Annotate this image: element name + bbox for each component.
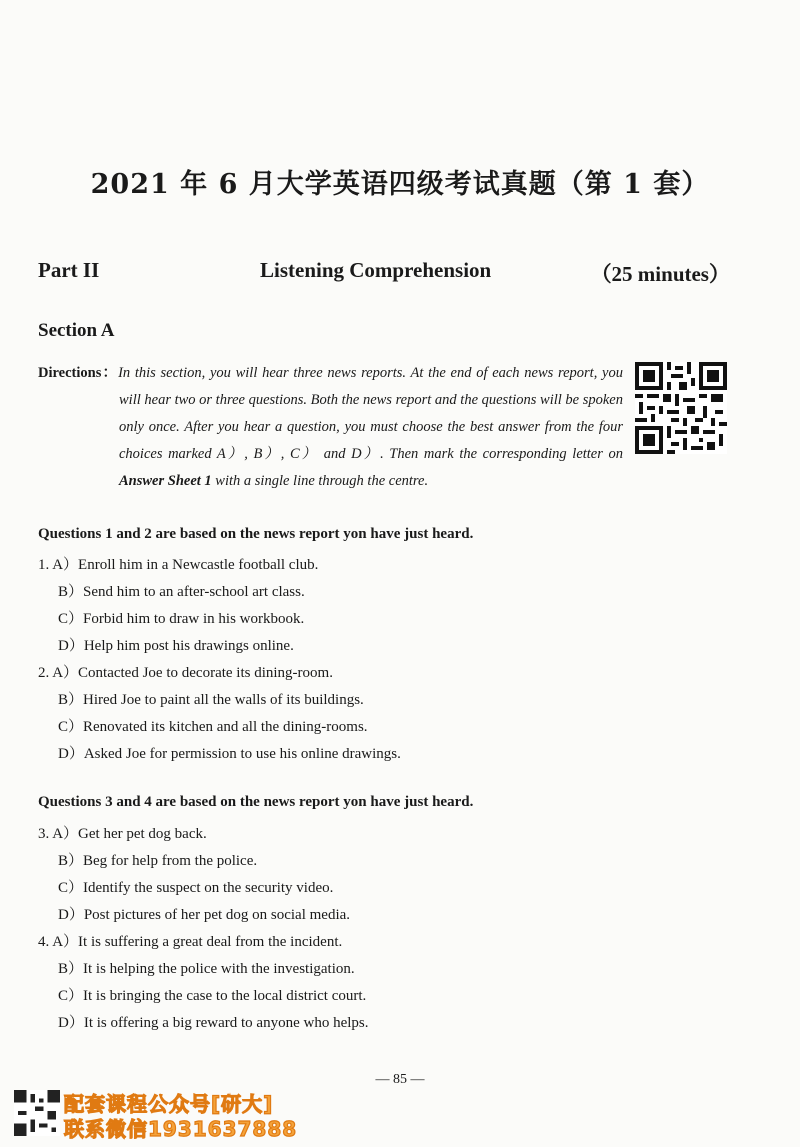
option-text: Send him to an after-school art class. [83,584,305,600]
question-option [58,688,364,709]
option-text: Contacted Joe to decorate its dining-room. [78,665,333,681]
question-option [58,580,305,601]
watermark [14,1088,314,1141]
part-time: （25 minutes） [590,262,730,286]
option-letter: A） [52,826,79,842]
option-text: Asked Joe for permission to use his online drawings. [83,746,401,762]
question-option [38,822,207,843]
option-text: It is bringing the case to the local district court. [83,988,367,1004]
option-letter: D） [58,638,84,654]
option-letter: B） [58,853,84,869]
answer-sheet-label: Answer Sheet 1 [119,473,212,489]
question-number: 1. [38,557,50,573]
watermark-qr-icon [14,1090,60,1136]
directions-text-end: with a single line through the centre. [211,473,429,489]
group-heading: Questions 3 and 4 are based on the news report yon have just heard. [38,794,474,810]
question-option [58,849,257,870]
option-letter: C） [58,988,84,1004]
option-text: It is suffering a great deal from the incident. [78,934,343,950]
option-text: Beg for help from the police. [83,853,258,869]
page-title: 2021 年 6 月大学英语四级考试真题（第 1 套） [90,169,710,200]
watermark-line-1: 配套课程公众号[研大] [64,1092,274,1116]
question-option [58,607,304,628]
option-text: Hired Joe to paint all the walls of its buildings. [83,692,364,708]
question-option [38,553,318,574]
option-text: Enroll him in a Newcastle football club. [78,557,319,573]
option-text: Forbid him to draw in his workbook. [83,611,305,627]
option-text: It is offering a big reward to anyone who helps. [83,1015,369,1031]
option-text: Renovated its kitchen and all the dining-rooms. [83,719,368,735]
directions-text: In this section, you will hear three news reports. At the end of each news report, you will hear two or three questions. Both the news report and the questions will be spoken only once. After you hear a question, you must choose the best answer from the four choices marked A）, B）, C） and D）. Then mark the corresponding letter on [118,365,623,462]
option-text: Post pictures of her pet dog on social media. [83,907,351,923]
question-number: 4. [38,934,50,950]
option-letter: C） [58,719,84,735]
question-option [58,715,368,736]
qr-code-icon [635,362,727,454]
page-number: — 85 — [375,1072,425,1087]
watermark-line-2: 联系微信1931637888 [64,1117,298,1141]
option-text: Help him post his drawings online. [83,638,294,654]
question-number: 3. [38,826,50,842]
question-option [58,634,294,655]
option-letter: C） [58,880,84,896]
question-option [38,661,333,682]
question-option [58,1011,369,1032]
option-letter: B） [58,584,84,600]
option-letter: B） [58,692,84,708]
option-letter: D） [58,907,84,923]
question-option [58,984,366,1005]
part-label: Part II [38,258,100,282]
question-number: 2. [38,665,50,681]
part-name: Listening Comprehension [260,258,492,282]
section-title: Section A [38,320,115,341]
option-letter: A） [52,934,79,950]
option-letter: D） [58,746,84,762]
question-option [58,903,350,924]
option-letter: C） [58,611,84,627]
question-option [38,930,342,951]
option-letter: A） [52,557,79,573]
option-text: Identify the suspect on the security video. [83,880,334,896]
question-option [58,876,333,897]
question-option [58,957,355,978]
option-text: Get her pet dog back. [78,826,207,842]
directions [38,360,623,495]
group-heading: Questions 1 and 2 are based on the news report yon have just heard. [38,526,474,542]
option-letter: D） [58,1015,84,1031]
part-header [38,258,730,288]
option-letter: A） [52,665,79,681]
option-letter: B） [58,961,84,977]
directions-label: Directions： [38,365,119,381]
question-option [58,742,401,763]
option-text: It is helping the police with the investigation. [83,961,355,977]
